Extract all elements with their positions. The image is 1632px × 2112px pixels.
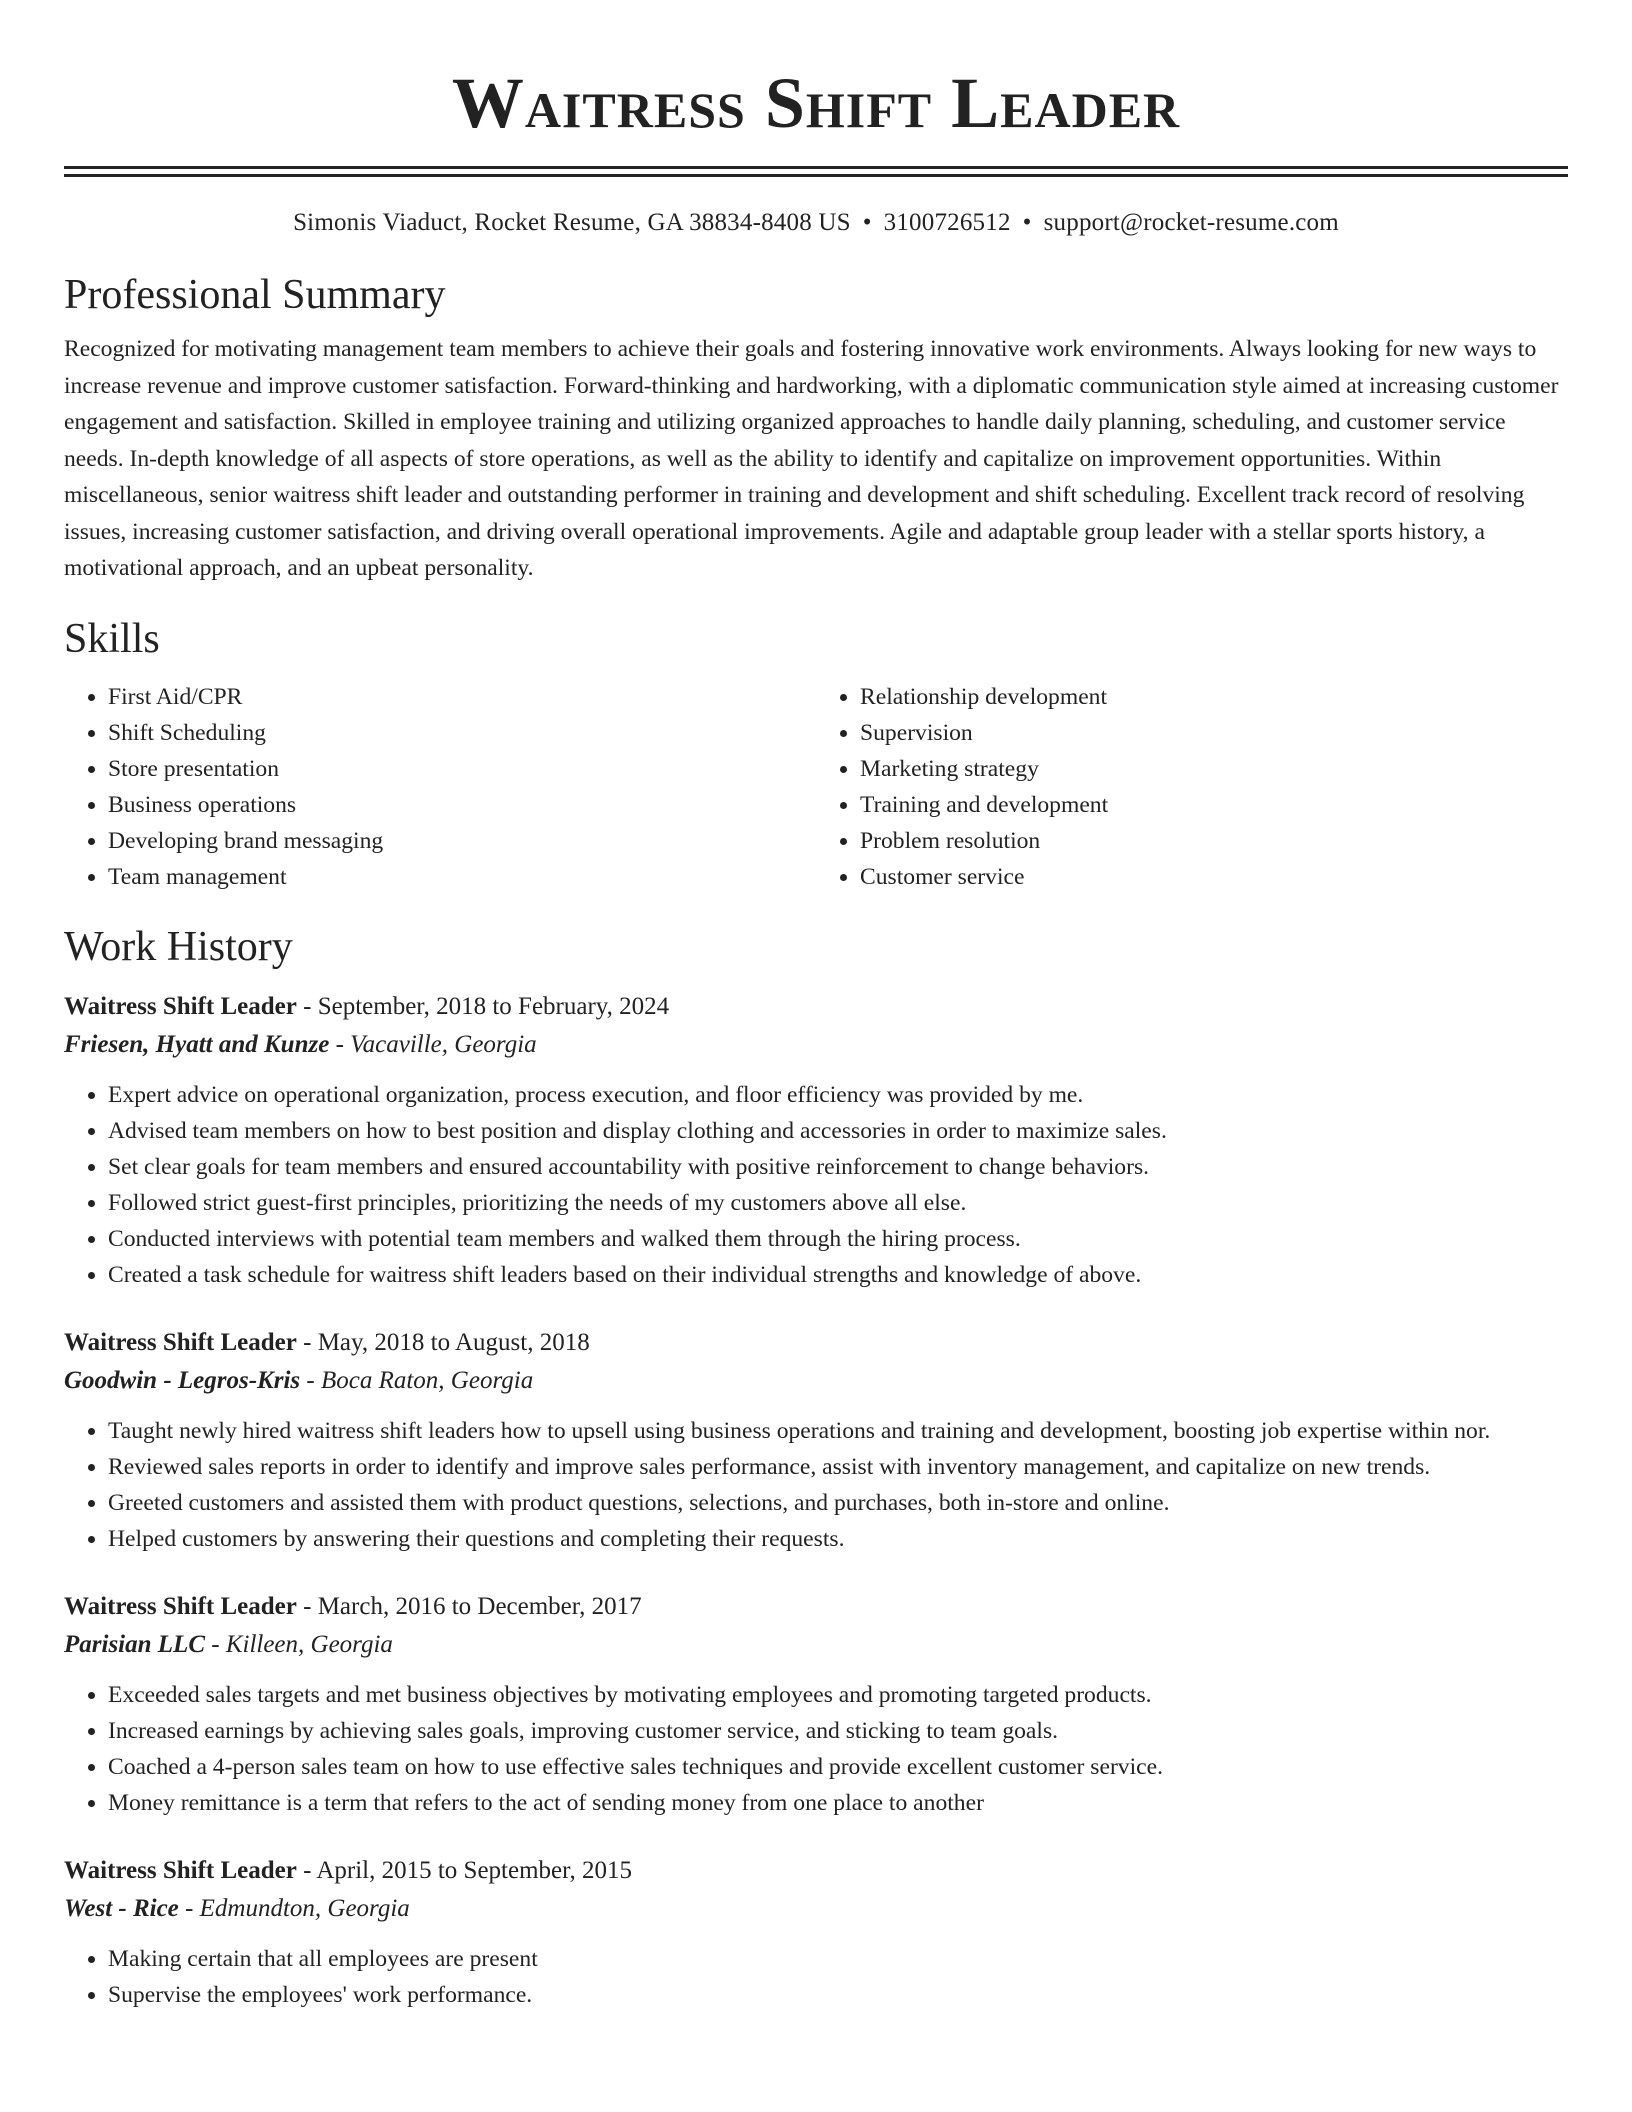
job-location: - Boca Raton, Georgia	[300, 1366, 534, 1394]
contact-line	[64, 207, 1568, 239]
job-dates: - September, 2018 to February, 2024	[296, 992, 670, 1020]
job-duties	[64, 1077, 1568, 1293]
title-divider	[64, 166, 1568, 177]
skill-item: • Relationship development	[860, 679, 1568, 715]
job-duty: • Making certain that all employees are present	[108, 1941, 1568, 1977]
job-duties	[64, 1677, 1568, 1821]
skill-item: • Shift Scheduling	[108, 715, 816, 751]
job-duty: • Helped customers by answering their questions and completing their requests.	[108, 1521, 1568, 1557]
job-duties	[64, 1941, 1568, 2013]
skills-heading: Skills	[64, 615, 160, 662]
job-duty: • Increased earnings by achieving sales goals, improving customer service, and sticking to team goals.	[108, 1713, 1568, 1749]
job-company: Parisian LLC	[64, 1630, 205, 1658]
skills-column-right	[816, 679, 1568, 895]
job-duty: • Advised team members on how to best position and display clothing and accessories in order to maximize sales.	[108, 1113, 1568, 1149]
job-employer	[64, 1025, 1568, 1065]
skill-item: • Marketing strategy	[860, 751, 1568, 787]
skill-item: • Developing brand messaging	[108, 823, 816, 859]
job-company: Goodwin - Legros-Kris	[64, 1366, 301, 1394]
contact-separator: •	[862, 209, 872, 236]
skill-item: • Team management	[108, 859, 816, 895]
job-employer	[64, 1625, 1568, 1665]
job-duty: • Set clear goals for team members and ensured accountability with positive reinforcement to change behaviors.	[108, 1149, 1568, 1185]
job-duty: • Taught newly hired waitress shift leaders how to upsell using business operations and training and development, boosting job expertise within nor.	[108, 1413, 1568, 1449]
job-duty: • Money remittance is a term that refers to the act of sending money from one place to another	[108, 1785, 1568, 1821]
contact-phone: 3100726512	[883, 209, 1011, 236]
job-header	[64, 989, 1568, 1025]
job-employer	[64, 1361, 1568, 1401]
skill-item: • First Aid/CPR	[108, 679, 816, 715]
skill-item: • Customer service	[860, 859, 1568, 895]
skill-item: • Training and development	[860, 787, 1568, 823]
skills-list	[64, 679, 1568, 895]
job-header	[64, 1325, 1568, 1361]
summary-text: Recognized for motivating management team members to achieve their goals and fostering innovative work environments. Always looking for new ways to increase revenue and improve customer satisfaction. Forward-thinking and hardworking, with a diplomatic communication style aimed at increasing customer engagement and satisfaction. Skilled in employee training and utilizing organized approaches to handle daily planning, scheduling, and customer service needs. In-depth knowledge of all aspects of store operations, as well as the ability to identify and capitalize on improvement opportunities. Within miscellaneous, senior waitress shift leader and outstanding performer in training and development and shift scheduling. Excellent track record of resolving issues, increasing customer satisfaction, and driving overall operational improvements. Agile and adaptable group leader with a stellar sports history, a motivational approach, and an upbeat personality.	[64, 336, 1559, 581]
job-duties	[64, 1413, 1568, 1557]
job-dates: - April, 2015 to September, 2015	[296, 1856, 632, 1884]
contact-separator: •	[1022, 209, 1032, 236]
job-duty: • Coached a 4-person sales team on how to use effective sales techniques and provide excellent customer service.	[108, 1749, 1568, 1785]
job-duty: • Created a task schedule for waitress shift leaders based on their individual strengths and knowledge of above.	[108, 1257, 1568, 1293]
job-duty: • Followed strict guest-first principles, prioritizing the needs of my customers above all else.	[108, 1185, 1568, 1221]
job-company: West - Rice	[64, 1894, 179, 1922]
job-duty: • Expert advice on operational organization, process execution, and floor efficiency was provided by me.	[108, 1077, 1568, 1113]
skills-column-left	[64, 679, 816, 895]
resume-page	[64, 0, 1568, 2013]
job-role: Waitress Shift Leader	[64, 1592, 297, 1620]
job-duty: • Conducted interviews with potential team members and walked them through the hiring process.	[108, 1221, 1568, 1257]
job-entry	[64, 989, 1568, 1293]
job-duty: • Supervise the employees' work performance.	[108, 1977, 1568, 2013]
job-location: - Killeen, Georgia	[205, 1630, 393, 1658]
job-dates: - March, 2016 to December, 2017	[296, 1592, 642, 1620]
job-location: - Edmundton, Georgia	[178, 1894, 410, 1922]
work-history-heading: Work History	[64, 923, 293, 970]
job-header	[64, 1853, 1568, 1889]
job-role: Waitress Shift Leader	[64, 1328, 297, 1356]
resume-title: Waitress Shift Leader	[451, 63, 1181, 143]
skill-item: • Store presentation	[108, 751, 816, 787]
job-entry	[64, 1589, 1568, 1821]
skill-item: • Problem resolution	[860, 823, 1568, 859]
summary-heading: Professional Summary	[64, 272, 446, 318]
job-company: Friesen, Hyatt and Kunze	[64, 1030, 330, 1058]
job-entry	[64, 1325, 1568, 1557]
job-role: Waitress Shift Leader	[64, 1856, 297, 1884]
job-duty: • Exceeded sales targets and met business objectives by motivating employees and promoting targeted products.	[108, 1677, 1568, 1713]
job-location: - Vacaville, Georgia	[329, 1030, 537, 1058]
job-duty: • Greeted customers and assisted them with product questions, selections, and purchases, both in-store and online.	[108, 1485, 1568, 1521]
job-employer	[64, 1889, 1568, 1929]
skill-item: • Business operations	[108, 787, 816, 823]
job-dates: - May, 2018 to August, 2018	[296, 1328, 590, 1356]
contact-address: Simonis Viaduct, Rocket Resume, GA 38834-8408 US	[293, 209, 851, 236]
job-role: Waitress Shift Leader	[64, 992, 297, 1020]
job-duty: • Reviewed sales reports in order to identify and improve sales performance, assist with inventory management, and capitalize on new trends.	[108, 1449, 1568, 1485]
job-header	[64, 1589, 1568, 1625]
job-entry	[64, 1853, 1568, 2013]
contact-email: support@rocket-resume.com	[1043, 209, 1339, 236]
skill-item: • Supervision	[860, 715, 1568, 751]
